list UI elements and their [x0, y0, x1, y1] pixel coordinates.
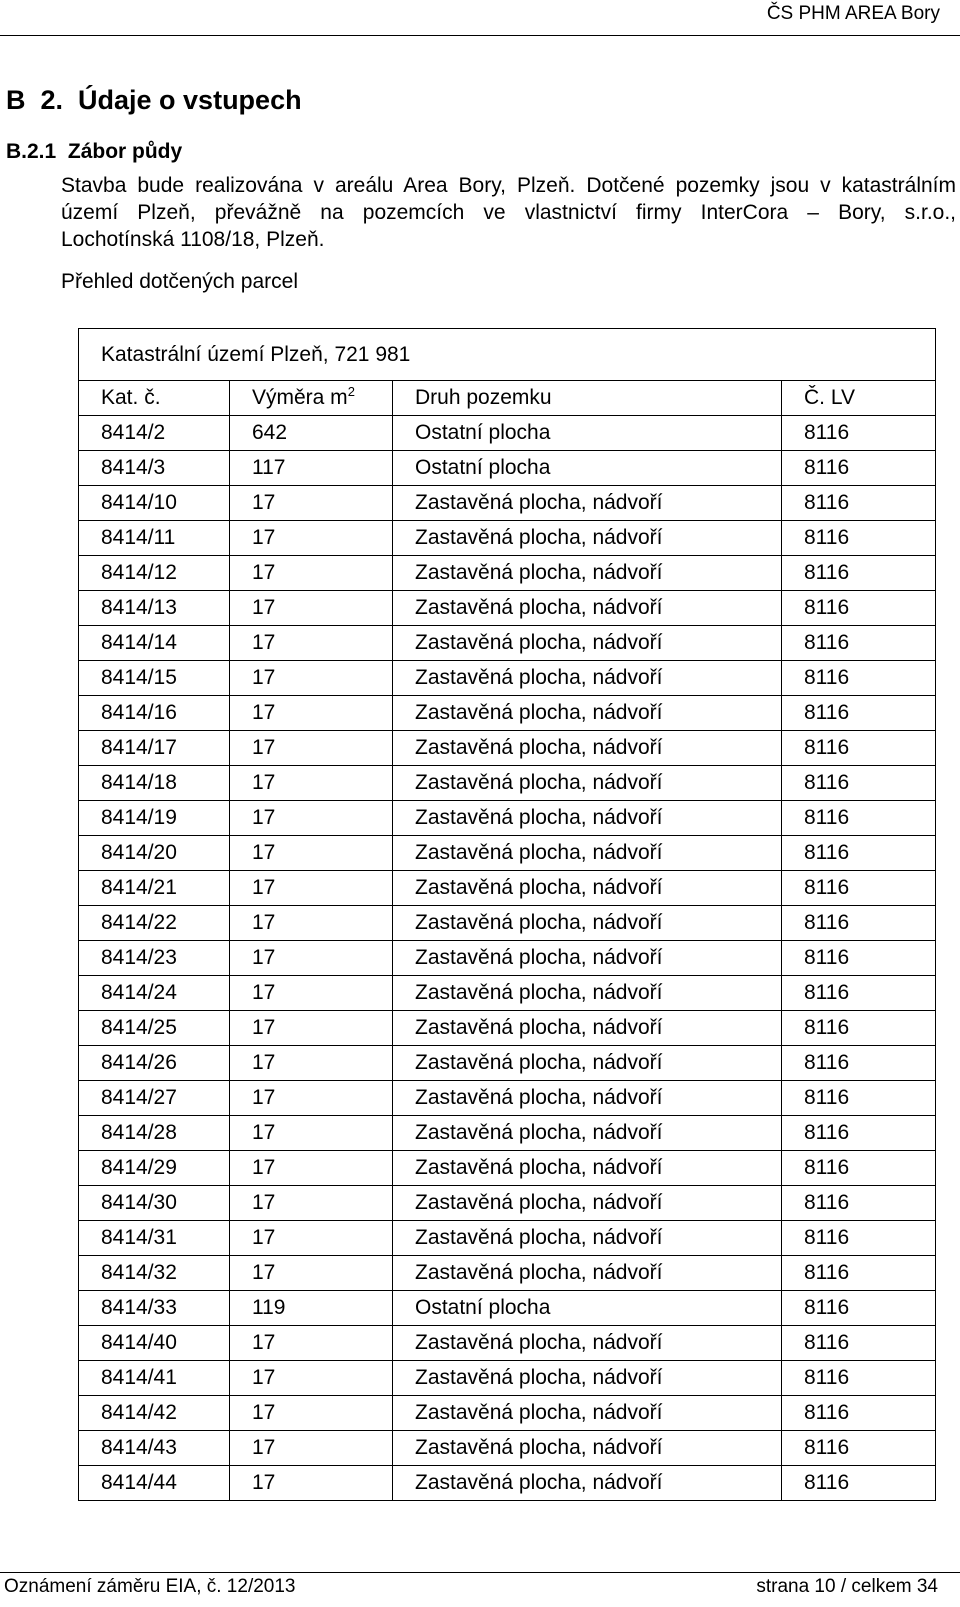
- table-row: [79, 1466, 936, 1501]
- table-row: [79, 416, 936, 451]
- parcel-area: 17: [230, 731, 393, 766]
- parcel-number: 8414/27: [79, 1081, 230, 1116]
- lv-number: 8116: [782, 801, 936, 836]
- table-row: [79, 766, 936, 801]
- header-lv-number: Č. LV: [782, 381, 936, 416]
- table-row: [79, 1011, 936, 1046]
- table-row: [79, 626, 936, 661]
- intro-paragraph: [61, 172, 956, 253]
- table-header-row: [79, 381, 936, 416]
- table-row: [79, 731, 936, 766]
- land-type: Zastavěná plocha, nádvoří: [393, 906, 782, 941]
- table-caption-row: [79, 329, 936, 381]
- table-caption: Katastrální území Plzeň, 721 981: [79, 329, 936, 381]
- lv-number: 8116: [782, 1116, 936, 1151]
- parcel-number: 8414/43: [79, 1431, 230, 1466]
- land-type: Zastavěná plocha, nádvoří: [393, 1361, 782, 1396]
- header-area-label: Výměra m: [252, 386, 348, 409]
- parcel-area: 17: [230, 1326, 393, 1361]
- land-type: Zastavěná plocha, nádvoří: [393, 801, 782, 836]
- land-type: Zastavěná plocha, nádvoří: [393, 1116, 782, 1151]
- table-row: [79, 1046, 936, 1081]
- lv-number: 8116: [782, 1361, 936, 1396]
- land-type: Zastavěná plocha, nádvoří: [393, 1396, 782, 1431]
- parcel-number: 8414/23: [79, 941, 230, 976]
- parcel-number: 8414/16: [79, 696, 230, 731]
- paragraph-line: území Plzeň, převážně na pozemcích ve vlastnictví firmy InterCora – Bory, s.r.o.,: [61, 201, 956, 224]
- table-row: [79, 836, 936, 871]
- table-row: [79, 556, 936, 591]
- lv-number: 8116: [782, 591, 936, 626]
- land-type: Ostatní plocha: [393, 451, 782, 486]
- parcel-area: 17: [230, 1396, 393, 1431]
- parcel-number: 8414/40: [79, 1326, 230, 1361]
- land-type: Zastavěná plocha, nádvoří: [393, 521, 782, 556]
- parcel-area: 17: [230, 1011, 393, 1046]
- land-type: Zastavěná plocha, nádvoří: [393, 1046, 782, 1081]
- lv-number: 8116: [782, 941, 936, 976]
- parcel-number: 8414/33: [79, 1291, 230, 1326]
- lv-number: 8116: [782, 766, 936, 801]
- table-row: [79, 941, 936, 976]
- table-row: [79, 661, 936, 696]
- parcel-number: 8414/44: [79, 1466, 230, 1501]
- table-row: [79, 521, 936, 556]
- parcel-area: 17: [230, 1221, 393, 1256]
- lv-number: 8116: [782, 1046, 936, 1081]
- parcel-area: 642: [230, 416, 393, 451]
- land-type: Zastavěná plocha, nádvoří: [393, 591, 782, 626]
- parcel-area: 17: [230, 941, 393, 976]
- land-type: Zastavěná plocha, nádvoří: [393, 871, 782, 906]
- parcel-area: 117: [230, 451, 393, 486]
- table-row: [79, 1081, 936, 1116]
- parcel-area: 17: [230, 1081, 393, 1116]
- parcel-number: 8414/25: [79, 1011, 230, 1046]
- header-area-superscript: 2: [347, 384, 355, 399]
- lv-number: 8116: [782, 416, 936, 451]
- lv-number: 8116: [782, 626, 936, 661]
- table-row: [79, 1291, 936, 1326]
- table-row: [79, 976, 936, 1011]
- table-row: [79, 591, 936, 626]
- header-parcel: Kat. č.: [79, 381, 230, 416]
- lv-number: 8116: [782, 1081, 936, 1116]
- land-type: Zastavěná plocha, nádvoří: [393, 556, 782, 591]
- land-type: Zastavěná plocha, nádvoří: [393, 976, 782, 1011]
- lv-number: 8116: [782, 451, 936, 486]
- land-type: Zastavěná plocha, nádvoří: [393, 661, 782, 696]
- parcel-area: 17: [230, 1186, 393, 1221]
- lv-number: 8116: [782, 1326, 936, 1361]
- land-type: Zastavěná plocha, nádvoří: [393, 1081, 782, 1116]
- land-type: Zastavěná plocha, nádvoří: [393, 1186, 782, 1221]
- parcel-number: 8414/30: [79, 1186, 230, 1221]
- parcel-number: 8414/12: [79, 556, 230, 591]
- lv-number: 8116: [782, 1151, 936, 1186]
- parcel-number: 8414/15: [79, 661, 230, 696]
- parcel-number: 8414/19: [79, 801, 230, 836]
- land-type: Zastavěná plocha, nádvoří: [393, 696, 782, 731]
- parcel-number: 8414/14: [79, 626, 230, 661]
- parcel-area: 17: [230, 1151, 393, 1186]
- lv-number: 8116: [782, 1011, 936, 1046]
- lv-number: 8116: [782, 696, 936, 731]
- land-type: Zastavěná plocha, nádvoří: [393, 1221, 782, 1256]
- parcel-area: 17: [230, 1361, 393, 1396]
- parcel-number: 8414/2: [79, 416, 230, 451]
- table-row: [79, 801, 936, 836]
- parcel-area: 17: [230, 486, 393, 521]
- parcel-number: 8414/41: [79, 1361, 230, 1396]
- lv-number: 8116: [782, 661, 936, 696]
- parcel-number: 8414/28: [79, 1116, 230, 1151]
- table-subtitle: Přehled dotčených parcel: [61, 270, 298, 293]
- land-type: Zastavěná plocha, nádvoří: [393, 1151, 782, 1186]
- table-row: [79, 906, 936, 941]
- header-divider: [0, 35, 960, 36]
- lv-number: 8116: [782, 1221, 936, 1256]
- parcel-area: 17: [230, 1431, 393, 1466]
- parcel-number: 8414/22: [79, 906, 230, 941]
- table-row: [79, 1256, 936, 1291]
- lv-number: 8116: [782, 1256, 936, 1291]
- land-type: Ostatní plocha: [393, 1291, 782, 1326]
- parcel-number: 8414/18: [79, 766, 230, 801]
- parcel-area: 17: [230, 976, 393, 1011]
- parcel-number: 8414/10: [79, 486, 230, 521]
- table-row: [79, 451, 936, 486]
- parcel-area: 17: [230, 1116, 393, 1151]
- running-header-title: ČS PHM AREA Bory: [766, 3, 940, 24]
- parcel-area: 17: [230, 1256, 393, 1291]
- header-land-type: Druh pozemku: [393, 381, 782, 416]
- parcel-area: 17: [230, 696, 393, 731]
- table-row: [79, 1431, 936, 1466]
- lv-number: 8116: [782, 556, 936, 591]
- lv-number: 8116: [782, 731, 936, 766]
- parcels-table: [78, 328, 936, 1501]
- parcel-number: 8414/32: [79, 1256, 230, 1291]
- land-type: Zastavěná plocha, nádvoří: [393, 1256, 782, 1291]
- lv-number: 8116: [782, 1186, 936, 1221]
- table-row: [79, 1116, 936, 1151]
- parcel-area: 17: [230, 1466, 393, 1501]
- parcel-number: 8414/11: [79, 521, 230, 556]
- table-row: [79, 486, 936, 521]
- land-type: Zastavěná plocha, nádvoří: [393, 1326, 782, 1361]
- lv-number: 8116: [782, 976, 936, 1011]
- section-heading: B 2. Údaje o vstupech: [6, 85, 302, 115]
- land-type: Zastavěná plocha, nádvoří: [393, 766, 782, 801]
- land-type: Zastavěná plocha, nádvoří: [393, 1431, 782, 1466]
- parcel-number: 8414/42: [79, 1396, 230, 1431]
- table-row: [79, 696, 936, 731]
- footer-divider: [0, 1572, 960, 1573]
- parcel-number: 8414/3: [79, 451, 230, 486]
- paragraph-line: Lochotínská 1108/18, Plzeň.: [61, 228, 325, 251]
- table-row: [79, 1326, 936, 1361]
- parcel-area: 17: [230, 766, 393, 801]
- parcel-number: 8414/17: [79, 731, 230, 766]
- subsection-heading: B.2.1 Zábor půdy: [6, 140, 183, 163]
- parcel-number: 8414/20: [79, 836, 230, 871]
- parcel-number: 8414/29: [79, 1151, 230, 1186]
- header-area: [230, 381, 393, 416]
- land-type: Ostatní plocha: [393, 416, 782, 451]
- table-row: [79, 871, 936, 906]
- lv-number: 8116: [782, 906, 936, 941]
- table-row: [79, 1221, 936, 1256]
- lv-number: 8116: [782, 1466, 936, 1501]
- parcel-area: 17: [230, 626, 393, 661]
- land-type: Zastavěná plocha, nádvoří: [393, 626, 782, 661]
- parcel-number: 8414/13: [79, 591, 230, 626]
- land-type: Zastavěná plocha, nádvoří: [393, 1466, 782, 1501]
- parcel-area: 17: [230, 591, 393, 626]
- land-type: Zastavěná plocha, nádvoří: [393, 486, 782, 521]
- land-type: Zastavěná plocha, nádvoří: [393, 731, 782, 766]
- parcel-area: 17: [230, 906, 393, 941]
- parcel-number: 8414/24: [79, 976, 230, 1011]
- parcel-number: 8414/21: [79, 871, 230, 906]
- paragraph-line: Stavba bude realizována v areálu Area Bory, Plzeň. Dotčené pozemky jsou v katastrálním: [61, 174, 956, 197]
- lv-number: 8116: [782, 486, 936, 521]
- land-type: Zastavěná plocha, nádvoří: [393, 1011, 782, 1046]
- lv-number: 8116: [782, 871, 936, 906]
- table-row: [79, 1396, 936, 1431]
- parcel-number: 8414/31: [79, 1221, 230, 1256]
- parcel-area: 17: [230, 871, 393, 906]
- lv-number: 8116: [782, 836, 936, 871]
- parcel-area: 17: [230, 521, 393, 556]
- table-row: [79, 1151, 936, 1186]
- parcel-area: 17: [230, 801, 393, 836]
- land-type: Zastavěná plocha, nádvoří: [393, 941, 782, 976]
- lv-number: 8116: [782, 1431, 936, 1466]
- lv-number: 8116: [782, 521, 936, 556]
- table-row: [79, 1186, 936, 1221]
- parcel-area: 17: [230, 661, 393, 696]
- table-row: [79, 1361, 936, 1396]
- lv-number: 8116: [782, 1396, 936, 1431]
- parcel-area: 119: [230, 1291, 393, 1326]
- parcel-area: 17: [230, 556, 393, 591]
- parcel-number: 8414/26: [79, 1046, 230, 1081]
- footer-page-number: strana 10 / celkem 34: [756, 1576, 938, 1597]
- parcel-area: 17: [230, 836, 393, 871]
- lv-number: 8116: [782, 1291, 936, 1326]
- land-type: Zastavěná plocha, nádvoří: [393, 836, 782, 871]
- parcel-area: 17: [230, 1046, 393, 1081]
- footer-document-label: Oznámení záměru EIA, č. 12/2013: [4, 1576, 296, 1597]
